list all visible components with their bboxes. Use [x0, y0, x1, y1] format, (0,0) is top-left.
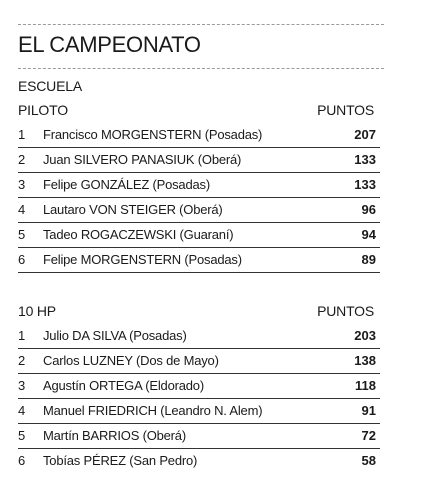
row-position: 1: [18, 127, 26, 142]
row-position: 4: [18, 202, 26, 217]
row-driver: Francisco MORGENSTERN (Posadas): [43, 127, 263, 142]
table-row: [18, 173, 380, 198]
section1-header: [18, 102, 374, 120]
table-row: [18, 198, 380, 223]
row-driver: Martín BARRIOS (Oberá): [43, 428, 186, 443]
row-position: 5: [18, 227, 26, 242]
row-points: 72: [361, 428, 376, 443]
row-position: 6: [18, 453, 26, 468]
row-driver: Felipe GONZÁLEZ (Posadas): [43, 177, 210, 192]
table-row: [18, 123, 380, 148]
page-title: EL CAMPEONATO: [18, 32, 201, 57]
section1-column-points: PUNTOS: [317, 102, 374, 118]
table-row: [18, 324, 380, 349]
row-points: 203: [354, 328, 376, 343]
row-divider: [18, 272, 380, 273]
row-position: 5: [18, 428, 26, 443]
section2-header: [18, 303, 374, 321]
top-divider: [18, 24, 384, 25]
row-position: 1: [18, 328, 26, 343]
row-position: 3: [18, 378, 26, 393]
row-points: 207: [354, 127, 376, 142]
row-position: 2: [18, 152, 26, 167]
row-driver: Tobías PÉREZ (San Pedro): [43, 453, 198, 468]
row-position: 3: [18, 177, 26, 192]
row-position: 6: [18, 252, 26, 267]
row-driver: Manuel FRIEDRICH (Leandro N. Alem): [43, 403, 263, 418]
row-driver: Tadeo ROGACZEWSKI (Guaraní): [43, 227, 234, 242]
row-points: 94: [361, 227, 376, 242]
table-row: [18, 374, 380, 399]
row-driver: Julio DA SILVA (Posadas): [43, 328, 187, 343]
table-row: [18, 399, 380, 424]
table-row: [18, 248, 380, 273]
section1-column-pilot: PILOTO: [18, 102, 68, 118]
row-points: 89: [361, 252, 376, 267]
row-driver: Agustín ORTEGA (Eldorado): [43, 378, 204, 393]
row-points: 58: [361, 453, 376, 468]
row-driver: Lautaro VON STEIGER (Oberá): [43, 202, 223, 217]
table-row: [18, 349, 380, 374]
row-points: 91: [361, 403, 376, 418]
table-row: [18, 424, 380, 449]
row-position: 2: [18, 353, 26, 368]
section2-column-category: 10 HP: [18, 303, 56, 319]
row-driver: Juan SILVERO PANASIUK (Oberá): [43, 152, 242, 167]
title-divider: [18, 68, 384, 69]
row-points: 133: [354, 152, 376, 167]
table-row: [18, 223, 380, 248]
row-points: 96: [361, 202, 376, 217]
section2-column-points: PUNTOS: [317, 303, 374, 319]
row-driver: Carlos LUZNEY (Dos de Mayo): [43, 353, 219, 368]
row-points: 118: [355, 378, 376, 393]
row-points: 138: [354, 353, 376, 368]
row-driver: Felipe MORGENSTERN (Posadas): [43, 252, 242, 267]
row-position: 4: [18, 403, 26, 418]
category-label: ESCUELA: [18, 78, 82, 94]
table-row: [18, 148, 380, 173]
table-row: [18, 449, 380, 474]
row-points: 133: [354, 177, 376, 192]
